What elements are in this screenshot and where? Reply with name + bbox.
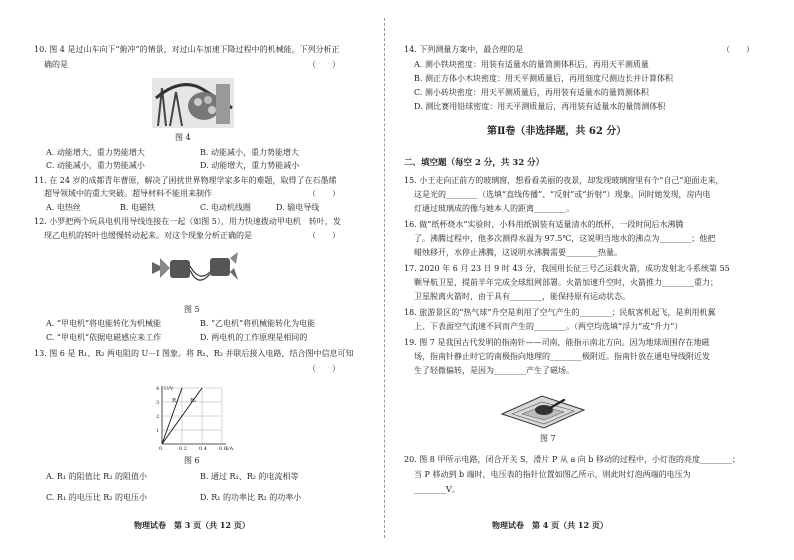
q15-line3: 灯通过玻璃成的像与她本人的距离________。 (414, 204, 574, 213)
left-page (0, 0, 378, 560)
q20-line2: 当 P 移动到 b 端时，电压表的指针位置如图乙所示，则此时灯泡两端的电压为 (414, 470, 691, 479)
x-axis-label: I/A (226, 446, 234, 452)
q11-option-a: A. 电热丝 (46, 203, 81, 212)
two-motors-illustration (148, 248, 240, 292)
q11-option-d: D. 输电导线 (276, 203, 320, 212)
y-tick-label: 2 (156, 414, 160, 420)
y-tick-label: 3 (156, 400, 160, 406)
q16-line3: 蜡烛移开，水停止沸腾，这说明水沸腾需要________热量。 (414, 248, 622, 257)
q10-stem-line1: 10. 图 4 是过山车向下“俯冲”的情景，对过山车加速下降过程中的机械能，下列分析正 (34, 45, 340, 54)
q17-line2: 颗导航卫星，提前半年完成全球组网部署。火箭加速升空时，火箭推力________重力； (414, 278, 718, 287)
q12-option-a: A. “甲电机”将电能转化为机械能 (46, 319, 162, 328)
part2-title: 第Ⅱ卷（非选择题，共 62 分） (487, 126, 627, 137)
q14-stem: 14. 下列测量方案中，最合理的是 (404, 45, 524, 54)
q10-answer-paren: （ ） (308, 60, 340, 69)
figure4-caption: 图 4 (175, 133, 191, 142)
q17-line3: 卫星脱离火箭时，由于具有________，能保持原有运动状态。 (414, 292, 630, 301)
q18-line2: 上、下表面空气流速不同而产生的________。（两空均选填“浮力”或“升力”） (414, 322, 683, 331)
x-tick-label: 0 (159, 446, 163, 452)
q20-line3: ________V。 (414, 485, 460, 494)
left-page-footer: 物理试卷 第 3 页（共 12 页） (134, 520, 250, 530)
r2-series-label: R₂ (190, 398, 197, 404)
q18-line1: 18. 旅游景区的“热气球”升空是利用了空气产生的________；民航客机起飞，是利用机翼 (404, 308, 716, 317)
q20-line1: 20. 图 8 甲所示电路，闭合开关 S，滑片 P 从 a 向 b 移动的过程中，小灯泡的亮度________； (404, 455, 740, 464)
q16-line2: 了。沸腾过程中，他多次测得水温为 97.5℃，这说明当地水的沸点为________；他把 (414, 234, 716, 243)
q11-option-b: B. 电磁铁 (120, 203, 155, 212)
q13-stem: 13. 图 6 是 R₁、R₂ 两电阻的 U－I 图象。将 R₁、R₂ 并联后接入电路，结合图中信息可知 (34, 349, 354, 358)
q10-option-c: C. 动能减小，重力势能减小 (46, 161, 145, 170)
figure7-caption: 图 7 (540, 434, 556, 443)
q15-line1: 15. 小王走向正前方的玻璃窗，想看看美丽的夜景，却发现玻璃窗里有个“自己”迎面走来， (404, 176, 724, 185)
q13-option-c: C. R₁ 的电压比 R₂ 的电压小 (46, 493, 148, 502)
q19-line3: 生了轻微偏转，是因为________产生了磁场。 (414, 366, 574, 375)
right-page-footer: 物理试卷 第 4 页（共 12 页） (492, 520, 608, 530)
y-axis-label: U/V (164, 386, 174, 392)
q16-line1: 16. 做“纸杯烧水”实验时，小科用纸锅装有适量清水的纸杯，一段时间后水沸腾 (404, 220, 684, 229)
rollercoaster-photo (152, 78, 234, 128)
q14-option-b: B. 测正方体小木块密度：用天平测质量后，再用刻度尺测边长并计算体积 (414, 74, 673, 83)
q11-option-c: C. 电动机线圈 (200, 203, 251, 212)
q13-option-b: B. 通过 R₁、R₂ 的电流相等 (200, 472, 299, 481)
r1-series-label: R₁ (172, 398, 179, 404)
q10-option-a: A. 动能增大，重力势能增大 (46, 148, 145, 157)
q12-stem-line1: 12. 小罗把两个玩具电机用导线连接在一起（如图 5），用力快速拨动甲电机 转叶，发 (34, 217, 341, 226)
q14-answer-paren: （ ） (722, 45, 754, 54)
q12-stem-line2: 现乙电机的转叶也缓慢转动起来。对这个现象分析正确的是 (44, 231, 252, 240)
section2-heading: 二、填空题（每空 2 分，共 32 分） (404, 158, 545, 168)
q14-option-a: A. 测小铁块密度：用装有适量水的量筒测体积后，再用天平测质量 (414, 60, 649, 69)
x-tick-label: 0.2 (179, 446, 187, 452)
q10-option-d: D. 动能增大，重力势能减小 (200, 161, 300, 170)
sinan-compass-illustration (492, 384, 592, 430)
right-page (392, 0, 794, 560)
ui-graph-figure6 (146, 382, 236, 452)
y-tick-label: 1 (156, 428, 160, 434)
x-tick-label: 0.6 (219, 446, 227, 452)
q12-option-c: C. “甲电机”依据电磁感应来工作 (46, 333, 162, 342)
q11-stem-line2: 超导领域中的重大突破。超导材料不能用来制作 (44, 189, 212, 198)
q11-stem-line1: 11. 在 24 岁的成都青年曹原，解决了困扰世界物理学家多年的难题，取得了在石墨烯 (34, 176, 337, 185)
q10-stem-line2: 确的是 (44, 60, 68, 69)
q15-line2: 这是光的________（选填“直线传播”、“反射”或“折射”）现象。同时她发现，房内电 (414, 190, 711, 199)
q12-option-d: D. 两电机的工作原理是相同的 (200, 333, 308, 342)
q17-line1: 17. 2020 年 6 月 23 日 9 时 43 分，我国用长征三号乙运载火箭，成功发射北斗系统第 55 (404, 264, 730, 273)
y-tick-label: 4 (156, 386, 160, 392)
figure5-caption: 图 5 (184, 305, 200, 314)
q13-option-d: D. R₁ 的功率比 R₂ 的功率小 (200, 493, 302, 502)
q11-answer-paren: （ ） (308, 189, 340, 198)
figure6-caption: 图 6 (184, 456, 200, 465)
q19-line1: 19. 图 7 是我国古代发明的指南针——司南，能指示南北方向。因为地球周围存在地磁 (404, 338, 710, 347)
q13-option-a: A. R₁ 的阻值比 R₂ 的阻值小 (46, 472, 147, 481)
q12-option-b: B. “乙电机”将机械能转化为电能 (200, 319, 316, 328)
q12-answer-paren: （ ） (308, 231, 340, 240)
q13-answer-paren: （ ） (308, 364, 340, 373)
q14-option-c: C. 测小砖块密度：用天平测质量后，再用装有适量水的量筒测体积 (414, 88, 649, 97)
page-divider (384, 18, 385, 538)
q19-line2: 场，指南针静止时它的南极指向地理的________极附近。指南针放在通电导线附近发 (414, 352, 710, 361)
x-tick-label: 0.4 (199, 446, 207, 452)
q10-option-b: B. 动能减小，重力势能增大 (200, 148, 299, 157)
q14-option-d: D. 测比赛用铅球密度：用天平测质量后，再用装有适量水的量筒测体积 (414, 102, 666, 111)
